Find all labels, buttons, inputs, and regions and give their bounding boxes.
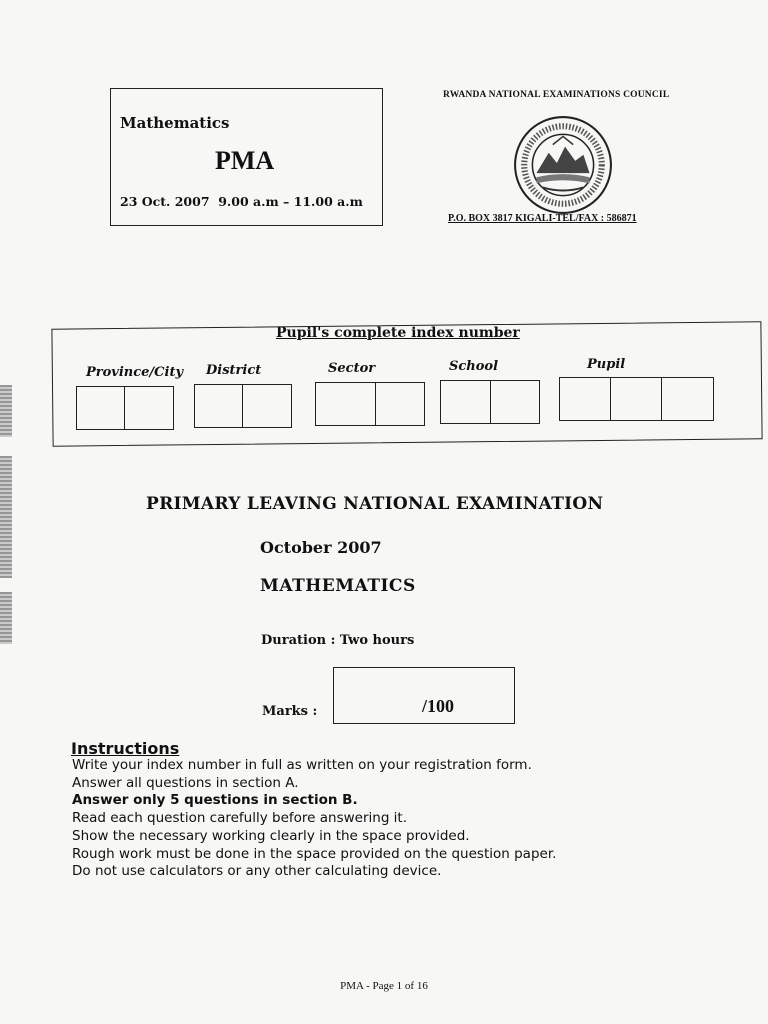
scan-edge-mark [0,592,12,644]
school-cells [440,380,540,424]
index-digit-cell[interactable] [125,387,173,429]
index-digit-cell[interactable] [77,387,125,429]
pupil-cells [559,377,714,421]
exam-subject: MATHEMATICS [260,576,416,596]
index-digit-cell[interactable] [316,383,376,425]
exam-title: PRIMARY LEAVING NATIONAL EXAMINATION [146,494,604,514]
council-address: P.O. BOX 3817 KIGALI-TEL/FAX : 586871 [448,213,637,224]
index-digit-cell[interactable] [376,383,424,425]
pupil-label: Pupil [587,357,626,372]
index-digit-cell[interactable] [195,385,243,427]
instructions-title: Instructions [71,739,180,758]
instruction-item: Do not use calculators or any other calculating device. [72,863,442,880]
scan-edge-mark [0,456,12,578]
district-cells [194,384,292,428]
marks-total: /100 [422,696,455,716]
index-digit-cell[interactable] [611,378,662,420]
instructions-list [72,757,556,881]
index-digit-cell[interactable] [243,385,291,427]
instruction-item: Show the necessary working clearly in the space provided. [72,827,470,844]
province-city-cells [76,386,174,430]
sector-cells [315,382,425,426]
district-label: District [206,363,262,378]
scan-edge-mark [0,385,12,437]
sector-label: Sector [328,361,376,376]
council-name: RWANDA NATIONAL EXAMINATIONS COUNCIL [443,90,670,100]
index-digit-cell[interactable] [560,378,611,420]
page-number: PMA - Page 1 of 16 [340,980,428,992]
province-city-label: Province/City [86,365,184,380]
exam-time: 9.00 a.m – 11.00 a.m [218,194,363,209]
instruction-item: Read each question carefully before answering it. [72,810,408,827]
marks-label: Marks : [262,704,318,719]
exam-duration: Duration : Two hours [261,633,415,648]
index-digit-cell[interactable] [491,381,539,423]
instruction-item: Write your index number in full as written on your registration form. [72,757,532,773]
school-label: School [449,359,499,374]
subject-label: Mathematics [120,114,230,132]
instruction-item: Rough work must be done in the space provided on the question paper. [72,845,557,862]
paper-code: PMA [215,146,275,175]
council-seal-logo [512,114,614,216]
instruction-item: Answer all questions in section A. [72,774,299,791]
exam-date: 23 Oct. 2007 [120,194,210,209]
index-digit-cell[interactable] [441,381,491,423]
exam-datetime [120,194,363,209]
exam-month: October 2007 [260,538,382,557]
index-digit-cell[interactable] [662,378,713,420]
instruction-item: Answer only 5 questions in section B. [72,792,358,809]
index-number-title: Pupil's complete index number [276,325,520,341]
